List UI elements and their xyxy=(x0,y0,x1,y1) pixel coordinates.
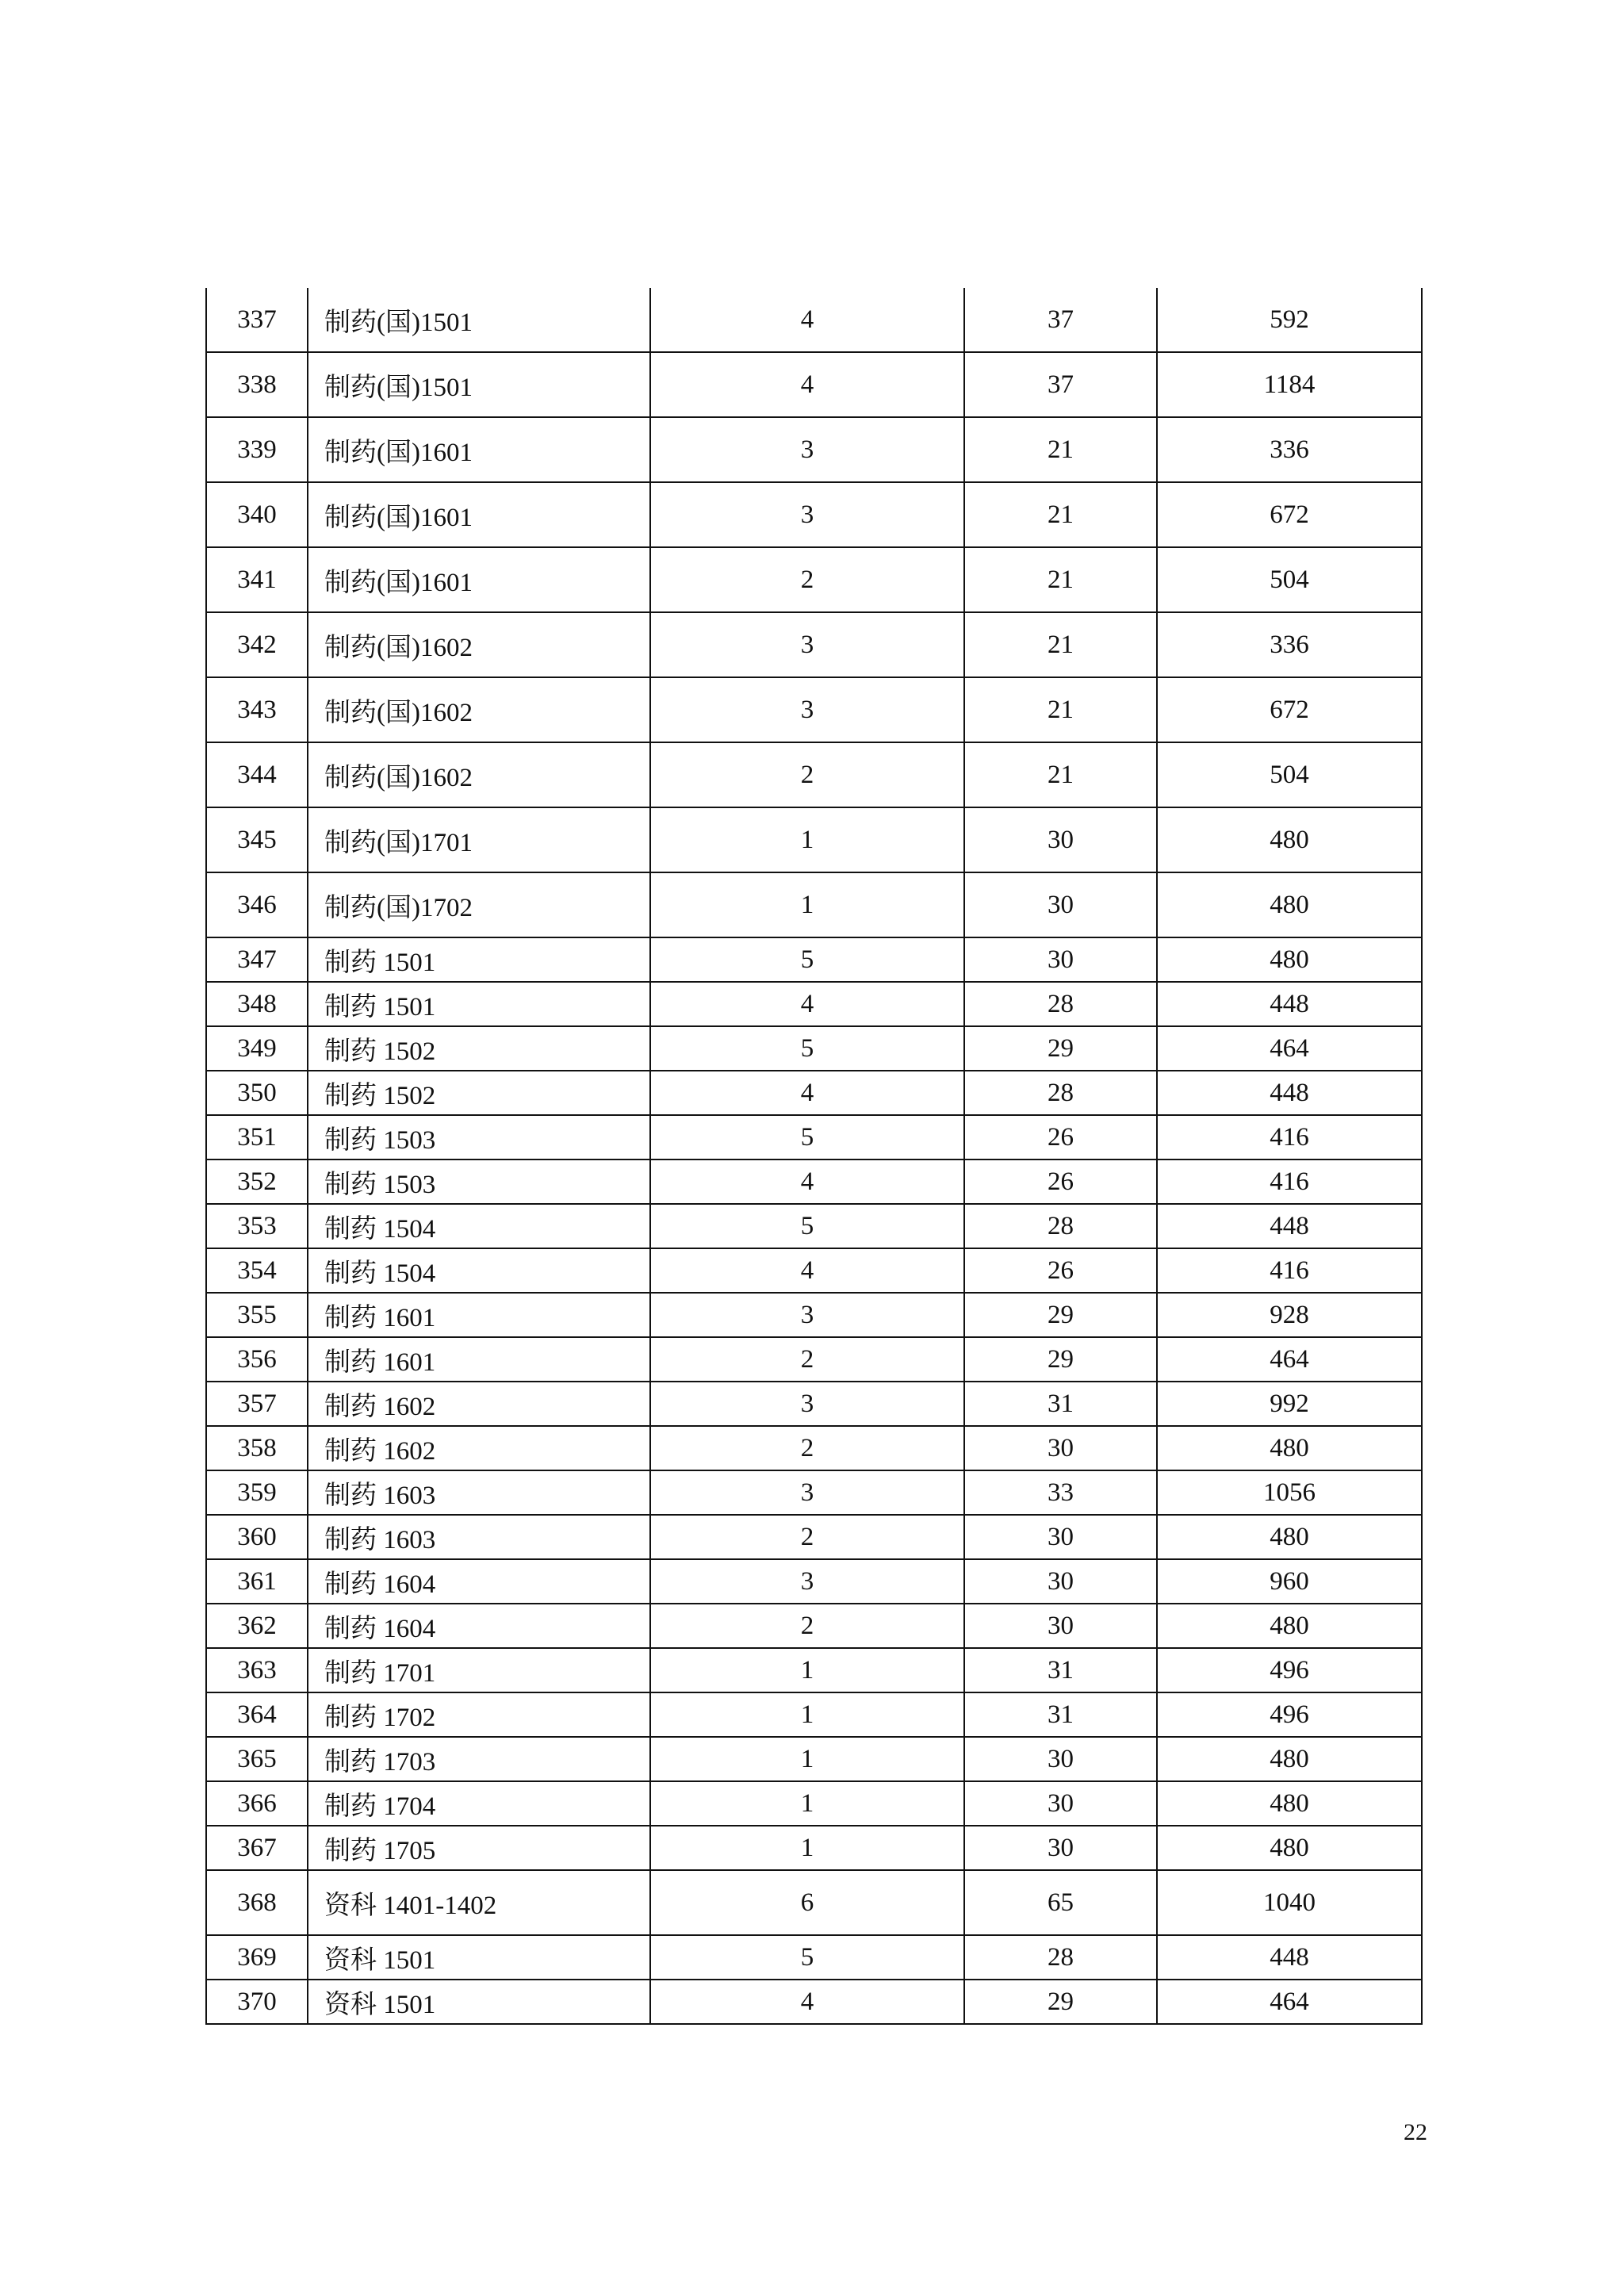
hours-cell: 21 xyxy=(964,612,1157,677)
class-name-cell: 制药(国)1501 xyxy=(308,288,650,352)
class-name-cell: 制药 1703 xyxy=(308,1737,650,1781)
count-cell: 6 xyxy=(650,1870,964,1935)
row-number-cell: 347 xyxy=(206,937,308,982)
hours-cell: 21 xyxy=(964,677,1157,742)
table-row xyxy=(206,417,1422,482)
hours-cell: 29 xyxy=(964,1026,1157,1071)
total-cell: 448 xyxy=(1157,1071,1422,1115)
count-cell: 3 xyxy=(650,1470,964,1515)
row-number-cell: 339 xyxy=(206,417,308,482)
count-cell: 1 xyxy=(650,1648,964,1692)
total-cell: 336 xyxy=(1157,612,1422,677)
row-number-cell: 367 xyxy=(206,1826,308,1870)
row-number-cell: 356 xyxy=(206,1337,308,1382)
count-cell: 1 xyxy=(650,807,964,872)
row-number-cell: 341 xyxy=(206,547,308,612)
total-cell: 480 xyxy=(1157,1826,1422,1870)
class-name-cell: 制药 1504 xyxy=(308,1248,650,1293)
count-cell: 2 xyxy=(650,742,964,807)
count-cell: 2 xyxy=(650,1515,964,1559)
total-cell: 464 xyxy=(1157,1026,1422,1071)
table-row xyxy=(206,1559,1422,1604)
table-row xyxy=(206,872,1422,937)
total-cell: 480 xyxy=(1157,1515,1422,1559)
hours-cell: 30 xyxy=(964,807,1157,872)
count-cell: 2 xyxy=(650,547,964,612)
hours-cell: 31 xyxy=(964,1692,1157,1737)
class-name-cell: 制药 1604 xyxy=(308,1559,650,1604)
count-cell: 4 xyxy=(650,1159,964,1204)
class-name-cell: 制药 1502 xyxy=(308,1026,650,1071)
table-row xyxy=(206,547,1422,612)
count-cell: 1 xyxy=(650,1781,964,1826)
class-name-cell: 资科 1401-1402 xyxy=(308,1870,650,1935)
row-number-cell: 344 xyxy=(206,742,308,807)
total-cell: 672 xyxy=(1157,677,1422,742)
hours-cell: 30 xyxy=(964,872,1157,937)
total-cell: 480 xyxy=(1157,1781,1422,1826)
table-row xyxy=(206,1248,1422,1293)
hours-cell: 30 xyxy=(964,1604,1157,1648)
count-cell: 1 xyxy=(650,1737,964,1781)
count-cell: 4 xyxy=(650,1248,964,1293)
hours-cell: 30 xyxy=(964,937,1157,982)
table-row xyxy=(206,1604,1422,1648)
hours-cell: 29 xyxy=(964,1293,1157,1337)
count-cell: 5 xyxy=(650,1935,964,1980)
table-row xyxy=(206,1980,1422,2024)
count-cell: 4 xyxy=(650,288,964,352)
total-cell: 480 xyxy=(1157,1737,1422,1781)
row-number-cell: 345 xyxy=(206,807,308,872)
hours-cell: 31 xyxy=(964,1648,1157,1692)
table-row xyxy=(206,1692,1422,1737)
hours-cell: 21 xyxy=(964,547,1157,612)
class-name-cell: 制药 1503 xyxy=(308,1159,650,1204)
row-number-cell: 355 xyxy=(206,1293,308,1337)
class-name-cell: 制药(国)1501 xyxy=(308,352,650,417)
row-number-cell: 364 xyxy=(206,1692,308,1737)
row-number-cell: 337 xyxy=(206,288,308,352)
class-name-cell: 制药 1604 xyxy=(308,1604,650,1648)
class-name-cell: 制药 1503 xyxy=(308,1115,650,1159)
total-cell: 464 xyxy=(1157,1337,1422,1382)
table-row xyxy=(206,1204,1422,1248)
row-number-cell: 343 xyxy=(206,677,308,742)
class-name-cell: 制药(国)1602 xyxy=(308,677,650,742)
row-number-cell: 370 xyxy=(206,1980,308,2024)
class-name-cell: 制药(国)1601 xyxy=(308,482,650,547)
row-number-cell: 359 xyxy=(206,1470,308,1515)
table-row xyxy=(206,1470,1422,1515)
hours-cell: 29 xyxy=(964,1337,1157,1382)
hours-cell: 33 xyxy=(964,1470,1157,1515)
table-row xyxy=(206,1426,1422,1470)
hours-cell: 28 xyxy=(964,1935,1157,1980)
total-cell: 504 xyxy=(1157,547,1422,612)
count-cell: 5 xyxy=(650,1204,964,1248)
data-table xyxy=(205,288,1423,2025)
row-number-cell: 352 xyxy=(206,1159,308,1204)
total-cell: 480 xyxy=(1157,1604,1422,1648)
total-cell: 480 xyxy=(1157,937,1422,982)
class-name-cell: 制药 1501 xyxy=(308,937,650,982)
row-number-cell: 357 xyxy=(206,1382,308,1426)
count-cell: 4 xyxy=(650,982,964,1026)
total-cell: 1184 xyxy=(1157,352,1422,417)
row-number-cell: 354 xyxy=(206,1248,308,1293)
total-cell: 1056 xyxy=(1157,1470,1422,1515)
hours-cell: 28 xyxy=(964,1204,1157,1248)
total-cell: 496 xyxy=(1157,1692,1422,1737)
hours-cell: 37 xyxy=(964,288,1157,352)
row-number-cell: 363 xyxy=(206,1648,308,1692)
table-row xyxy=(206,288,1422,352)
total-cell: 480 xyxy=(1157,807,1422,872)
count-cell: 3 xyxy=(650,677,964,742)
class-name-cell: 资科 1501 xyxy=(308,1980,650,2024)
count-cell: 4 xyxy=(650,1071,964,1115)
class-name-cell: 制药 1704 xyxy=(308,1781,650,1826)
row-number-cell: 353 xyxy=(206,1204,308,1248)
class-name-cell: 制药 1504 xyxy=(308,1204,650,1248)
hours-cell: 28 xyxy=(964,982,1157,1026)
total-cell: 336 xyxy=(1157,417,1422,482)
row-number-cell: 362 xyxy=(206,1604,308,1648)
row-number-cell: 348 xyxy=(206,982,308,1026)
table-row xyxy=(206,1515,1422,1559)
class-name-cell: 制药 1602 xyxy=(308,1382,650,1426)
count-cell: 3 xyxy=(650,482,964,547)
hours-cell: 30 xyxy=(964,1515,1157,1559)
table-row xyxy=(206,677,1422,742)
total-cell: 480 xyxy=(1157,1426,1422,1470)
table-row xyxy=(206,1870,1422,1935)
total-cell: 928 xyxy=(1157,1293,1422,1337)
total-cell: 592 xyxy=(1157,288,1422,352)
row-number-cell: 369 xyxy=(206,1935,308,1980)
count-cell: 3 xyxy=(650,417,964,482)
total-cell: 672 xyxy=(1157,482,1422,547)
class-name-cell: 制药 1705 xyxy=(308,1826,650,1870)
hours-cell: 29 xyxy=(964,1980,1157,2024)
table-row xyxy=(206,352,1422,417)
row-number-cell: 350 xyxy=(206,1071,308,1115)
hours-cell: 26 xyxy=(964,1159,1157,1204)
hours-cell: 31 xyxy=(964,1382,1157,1426)
hours-cell: 28 xyxy=(964,1071,1157,1115)
row-number-cell: 346 xyxy=(206,872,308,937)
count-cell: 4 xyxy=(650,352,964,417)
total-cell: 448 xyxy=(1157,1935,1422,1980)
table-row xyxy=(206,1781,1422,1826)
count-cell: 1 xyxy=(650,1826,964,1870)
row-number-cell: 342 xyxy=(206,612,308,677)
count-cell: 1 xyxy=(650,1692,964,1737)
row-number-cell: 338 xyxy=(206,352,308,417)
class-name-cell: 制药(国)1702 xyxy=(308,872,650,937)
table-row xyxy=(206,1935,1422,1980)
table-row xyxy=(206,1159,1422,1204)
count-cell: 2 xyxy=(650,1337,964,1382)
hours-cell: 65 xyxy=(964,1870,1157,1935)
count-cell: 5 xyxy=(650,937,964,982)
count-cell: 3 xyxy=(650,1559,964,1604)
hours-cell: 21 xyxy=(964,417,1157,482)
class-name-cell: 制药(国)1601 xyxy=(308,417,650,482)
table-row xyxy=(206,1648,1422,1692)
class-name-cell: 制药(国)1701 xyxy=(308,807,650,872)
class-name-cell: 制药 1603 xyxy=(308,1515,650,1559)
class-name-cell: 制药 1603 xyxy=(308,1470,650,1515)
count-cell: 2 xyxy=(650,1604,964,1648)
table-row xyxy=(206,1115,1422,1159)
hours-cell: 30 xyxy=(964,1781,1157,1826)
count-cell: 1 xyxy=(650,872,964,937)
total-cell: 992 xyxy=(1157,1382,1422,1426)
total-cell: 480 xyxy=(1157,872,1422,937)
class-name-cell: 制药(国)1602 xyxy=(308,612,650,677)
count-cell: 2 xyxy=(650,1426,964,1470)
hours-cell: 21 xyxy=(964,742,1157,807)
total-cell: 416 xyxy=(1157,1159,1422,1204)
hours-cell: 37 xyxy=(964,352,1157,417)
total-cell: 1040 xyxy=(1157,1870,1422,1935)
row-number-cell: 351 xyxy=(206,1115,308,1159)
class-name-cell: 制药 1702 xyxy=(308,1692,650,1737)
count-cell: 3 xyxy=(650,1382,964,1426)
row-number-cell: 368 xyxy=(206,1870,308,1935)
table-row xyxy=(206,937,1422,982)
hours-cell: 21 xyxy=(964,482,1157,547)
table-row xyxy=(206,807,1422,872)
class-name-cell: 制药(国)1602 xyxy=(308,742,650,807)
row-number-cell: 360 xyxy=(206,1515,308,1559)
table-body xyxy=(206,288,1422,2024)
count-cell: 3 xyxy=(650,612,964,677)
class-name-cell: 制药 1601 xyxy=(308,1293,650,1337)
row-number-cell: 365 xyxy=(206,1737,308,1781)
total-cell: 448 xyxy=(1157,1204,1422,1248)
count-cell: 5 xyxy=(650,1026,964,1071)
total-cell: 960 xyxy=(1157,1559,1422,1604)
hours-cell: 26 xyxy=(964,1248,1157,1293)
count-cell: 4 xyxy=(650,1980,964,2024)
table-row xyxy=(206,1382,1422,1426)
hours-cell: 26 xyxy=(964,1115,1157,1159)
class-name-cell: 制药 1602 xyxy=(308,1426,650,1470)
total-cell: 448 xyxy=(1157,982,1422,1026)
table-row xyxy=(206,1826,1422,1870)
class-name-cell: 制药 1501 xyxy=(308,982,650,1026)
hours-cell: 30 xyxy=(964,1737,1157,1781)
total-cell: 416 xyxy=(1157,1248,1422,1293)
total-cell: 504 xyxy=(1157,742,1422,807)
row-number-cell: 340 xyxy=(206,482,308,547)
table-row xyxy=(206,1337,1422,1382)
class-name-cell: 制药 1601 xyxy=(308,1337,650,1382)
hours-cell: 30 xyxy=(964,1559,1157,1604)
count-cell: 3 xyxy=(650,1293,964,1337)
row-number-cell: 358 xyxy=(206,1426,308,1470)
table-row xyxy=(206,612,1422,677)
class-name-cell: 制药 1502 xyxy=(308,1071,650,1115)
total-cell: 464 xyxy=(1157,1980,1422,2024)
row-number-cell: 366 xyxy=(206,1781,308,1826)
class-name-cell: 制药 1701 xyxy=(308,1648,650,1692)
table-row xyxy=(206,482,1422,547)
hours-cell: 30 xyxy=(964,1826,1157,1870)
count-cell: 5 xyxy=(650,1115,964,1159)
table-row xyxy=(206,982,1422,1026)
hours-cell: 30 xyxy=(964,1426,1157,1470)
total-cell: 416 xyxy=(1157,1115,1422,1159)
table-row xyxy=(206,1026,1422,1071)
total-cell: 496 xyxy=(1157,1648,1422,1692)
row-number-cell: 349 xyxy=(206,1026,308,1071)
class-name-cell: 资科 1501 xyxy=(308,1935,650,1980)
table-row xyxy=(206,1293,1422,1337)
page-number: 22 xyxy=(1404,2119,1427,2145)
table-row xyxy=(206,1737,1422,1781)
class-name-cell: 制药(国)1601 xyxy=(308,547,650,612)
row-number-cell: 361 xyxy=(206,1559,308,1604)
table-row xyxy=(206,742,1422,807)
table-row xyxy=(206,1071,1422,1115)
